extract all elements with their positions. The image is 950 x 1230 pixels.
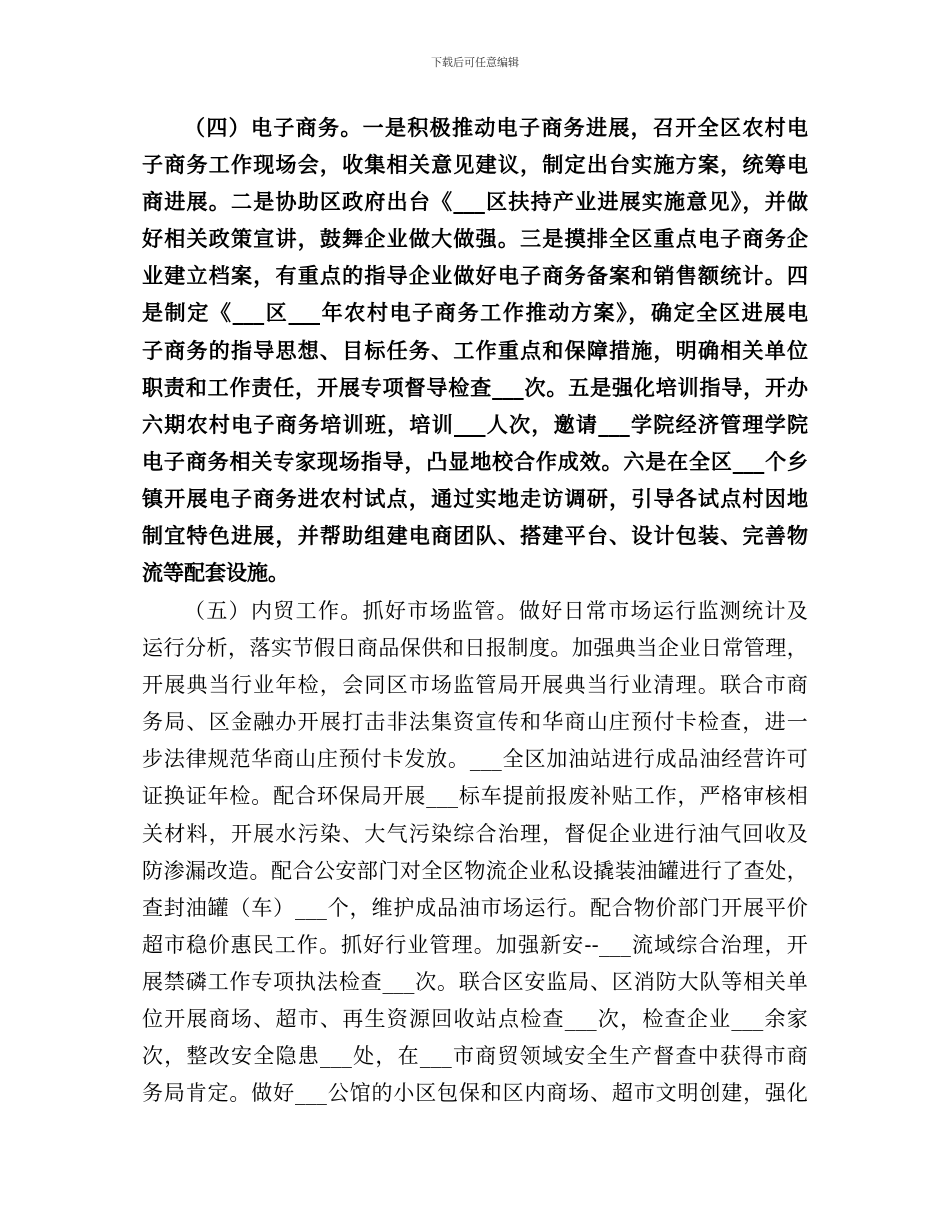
paragraph-line: （五）内贸工作。抓好市场监管。做好日常市场运行监测统计及 [184, 599, 808, 623]
paragraph-line: 开展典当行业年检，会同区市场监管局开展典当行业清理。联合市商 [142, 673, 808, 698]
paragraph-line: 步法律规范华商山庄预付卡发放。___全区加油站进行成品油经营许可 [142, 747, 808, 772]
page-header: 下载后可任意编辑 [431, 56, 519, 69]
paragraph-line: 防渗漏改造。配合公安部门对全区物流企业私设撬装油罐进行了查处， [142, 858, 808, 883]
paragraph-line: 务局肯定。做好___公馆的小区包保和区内商场、超市文明创建，强化 [142, 1081, 808, 1106]
paragraph-line: 位开展商场、超市、再生资源回收站点检查___次，检查企业___余家 [142, 1007, 808, 1032]
paragraph-line: 子商务的指导思想、目标任务、工作重点和保障措施，明确相关单位 [142, 337, 808, 363]
paragraph-line: 镇开展电子商务进农村试点，通过实地走访调研，引导各试点村因地 [142, 485, 808, 511]
paragraph-line: 六期农村电子商务培训班，培训___人次，邀请___学院经济管理学院 [142, 411, 808, 437]
paragraph-line: 是制定《___区___年农村电子商务工作推动方案》，确定全区进展电 [142, 300, 808, 326]
paragraph-line: 子商务工作现场会，收集相关意见建议，制定出台实施方案，统筹电 [142, 152, 808, 178]
paragraph-line: 流等配套设施。 [142, 560, 289, 586]
paragraph-line: 查封油罐（车）___个，维护成品油市场运行。配合物价部门开展平价 [142, 895, 808, 920]
paragraph-line: 职责和工作责任，开展专项督导检查___次。五是强化培训指导，开办 [142, 374, 808, 400]
paragraph-line: 务局、区金融办开展打击非法集资宣传和华商山庄预付卡检查，进一 [142, 710, 808, 735]
paragraph-line: 好相关政策宣讲，鼓舞企业做大做强。三是摸排全区重点电子商务企 [142, 226, 808, 252]
paragraph-line: （四）电子商务。一是积极推动电子商务进展，召开全区农村电 [184, 115, 808, 140]
paragraph-line: 关材料，开展水污染、大气污染综合治理，督促企业进行油气回收及 [142, 821, 808, 846]
section-e-commerce [142, 109, 808, 591]
paragraph-line: 证换证年检。配合环保局开展___标车提前报废补贴工作，严格审核相 [142, 784, 808, 809]
paragraph-line: 业建立档案，有重点的指导企业做好电子商务备案和销售额统计。四 [142, 263, 808, 289]
paragraph-line: 展禁磷工作专项执法检查___次。联合区安监局、区消防大队等相关单 [142, 969, 808, 994]
paragraph-line: 运行分析，落实节假日商品保供和日报制度。加强典当企业日常管理， [142, 636, 808, 661]
paragraph-line: 制宜特色进展，并帮助组建电商团队、搭建平台、设计包装、完善物 [142, 523, 808, 549]
paragraph-line: 超市稳价惠民工作。抓好行业管理。加强新安--___流域综合治理，开 [142, 932, 808, 957]
paragraph-line: 次，整改安全隐患___处，在___市商贸领域安全生产督查中获得市商 [142, 1044, 808, 1069]
paragraph-line: 商进展。二是协助区政府出台《___区扶持产业进展实施意见》，并做 [142, 189, 808, 215]
section-domestic-trade [142, 593, 808, 1112]
paragraph-line: 电子商务相关专家现场指导，凸显地校合作成效。六是在全区___个乡 [142, 448, 808, 474]
